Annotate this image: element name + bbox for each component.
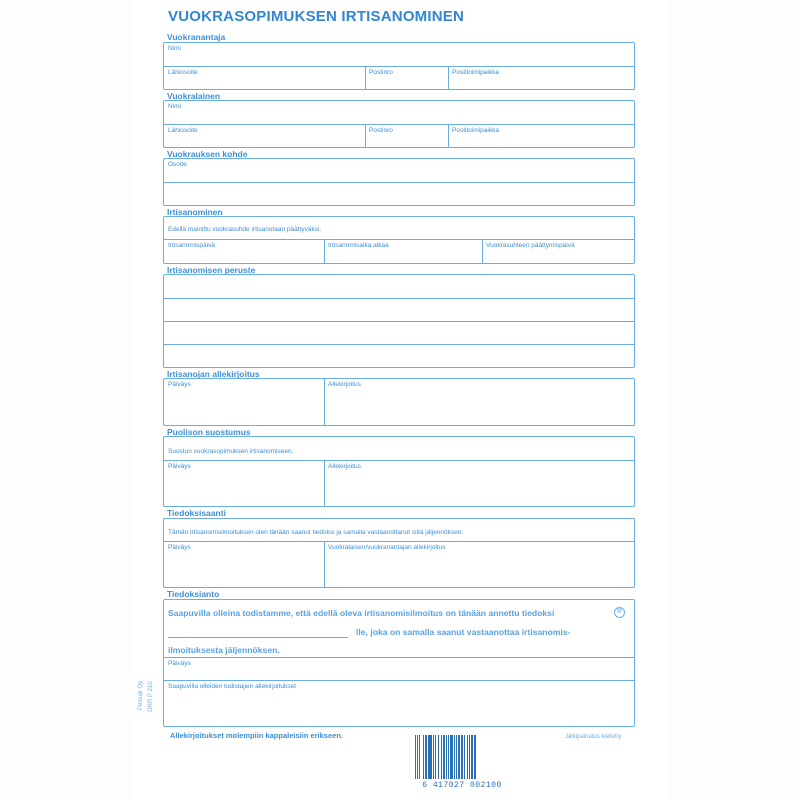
receipt-heading: Tiedoksisaanti bbox=[167, 508, 226, 518]
signature-box bbox=[163, 378, 635, 426]
publisher-side-text: Pessak Oy bbox=[138, 680, 144, 710]
divider bbox=[164, 66, 634, 67]
receipt-statement: Tämän irtisanomisilmoituksen olen tänään saanut tiedoksi ja samalla vastaanottanut siitä jäljennöksen. bbox=[168, 529, 464, 536]
divider bbox=[164, 344, 634, 345]
landlord-name-label: Nimi bbox=[168, 45, 181, 52]
divider bbox=[164, 239, 634, 240]
divider bbox=[482, 239, 483, 264]
tenant-city-label: Postitoimipaikka bbox=[452, 127, 499, 134]
divider bbox=[365, 66, 366, 90]
landlord-address-label: Lähiosoite bbox=[168, 69, 198, 76]
termination-end-label: Vuokrasuhteen päättymispäivä bbox=[486, 242, 575, 249]
footer-note: Allekirjoitukset molempiin kappaleisiin erikseen. bbox=[170, 731, 343, 740]
notification-box bbox=[163, 599, 635, 727]
notification-line-2 bbox=[168, 627, 570, 638]
tenant-postcode-label: Postinro bbox=[369, 127, 393, 134]
termination-box bbox=[163, 216, 635, 264]
object-heading: Vuokrauksen kohde bbox=[167, 149, 248, 159]
registered-mark: ® bbox=[614, 607, 625, 618]
notification-heading: Tiedoksianto bbox=[167, 589, 220, 599]
divider bbox=[164, 460, 634, 461]
barcode-bar bbox=[476, 735, 477, 779]
divider bbox=[365, 124, 366, 148]
divider bbox=[324, 239, 325, 264]
divider bbox=[164, 541, 634, 542]
notification-witnesses-label: Saapuvilla olleiden todistajien allekirjoitukset bbox=[168, 683, 296, 690]
divider bbox=[164, 298, 634, 299]
spouse-box bbox=[163, 436, 635, 507]
divider bbox=[164, 124, 634, 125]
signature-date-label: Päiväys bbox=[168, 381, 191, 388]
signature-heading: Irtisanojan allekirjoitus bbox=[167, 369, 260, 379]
grounds-box bbox=[163, 274, 635, 368]
termination-period-label: Irtisanomisaika alkaa bbox=[328, 242, 389, 249]
termination-date-label: Irtisanomispäivä bbox=[168, 242, 215, 249]
receipt-box bbox=[163, 518, 635, 588]
divider bbox=[164, 657, 634, 658]
landlord-postcode-label: Postinro bbox=[369, 69, 393, 76]
divider bbox=[324, 541, 325, 588]
landlord-heading: Vuokranantaja bbox=[167, 32, 226, 42]
spouse-sign-label: Allekirjoitus bbox=[328, 463, 361, 470]
spouse-consent-text: Suostun vuokrasopimuksen irtisanomiseen. bbox=[168, 448, 294, 455]
notification-line-3: ilmoituksesta jäljennöksen. bbox=[168, 645, 280, 655]
barcode bbox=[412, 735, 512, 793]
receipt-sign-label: Vuokralaisen/vuokranantajan allekirjoitus bbox=[328, 544, 446, 551]
barcode-bars bbox=[415, 735, 509, 779]
object-box bbox=[163, 158, 635, 206]
tenant-name-label: Nimi bbox=[168, 103, 181, 110]
grounds-heading: Irtisanomisen peruste bbox=[167, 265, 256, 275]
landlord-box bbox=[163, 42, 635, 90]
divider bbox=[164, 321, 634, 322]
spouse-heading: Puolison suostumus bbox=[167, 427, 251, 437]
spouse-date-label: Päiväys bbox=[168, 463, 191, 470]
copy-forbidden-note: Jälkipainatus kielletty bbox=[565, 734, 622, 740]
signature-sign-label: Allekirjoitus bbox=[328, 381, 361, 388]
notification-line-2-text: lle, joka on samalla saanut vastaanottaa irtisanomis- bbox=[356, 627, 571, 637]
divider bbox=[324, 379, 325, 426]
notification-line-1: Saapuvilla olleina todistamme, että edellä oleva irtisanomisilmoitus on tänään annettu tiedoksi bbox=[168, 608, 555, 618]
recipient-blank bbox=[168, 627, 348, 638]
divider bbox=[448, 124, 449, 148]
termination-statement: Edellä mainittu vuokrasuhde irtisanotaan päättyväksi. bbox=[168, 226, 322, 233]
tenant-address-label: Lähiosoite bbox=[168, 127, 198, 134]
tenant-heading: Vuokralainen bbox=[167, 91, 221, 101]
receipt-date-label: Päiväys bbox=[168, 544, 191, 551]
termination-heading: Irtisanominen bbox=[167, 207, 223, 217]
barcode-number: 6 417027 002100 bbox=[422, 781, 502, 790]
divider bbox=[324, 460, 325, 507]
form-code-side-text: ORR P 210 bbox=[148, 681, 154, 712]
landlord-city-label: Postitoimipaikka bbox=[452, 69, 499, 76]
divider bbox=[164, 182, 634, 183]
notification-date-label: Päiväys bbox=[168, 660, 191, 667]
tenant-box bbox=[163, 100, 635, 148]
form-title: VUOKRASOPIMUKSEN IRTISANOMINEN bbox=[168, 8, 465, 25]
divider bbox=[448, 66, 449, 90]
object-address-label: Osoite bbox=[168, 161, 187, 168]
divider bbox=[164, 680, 634, 681]
